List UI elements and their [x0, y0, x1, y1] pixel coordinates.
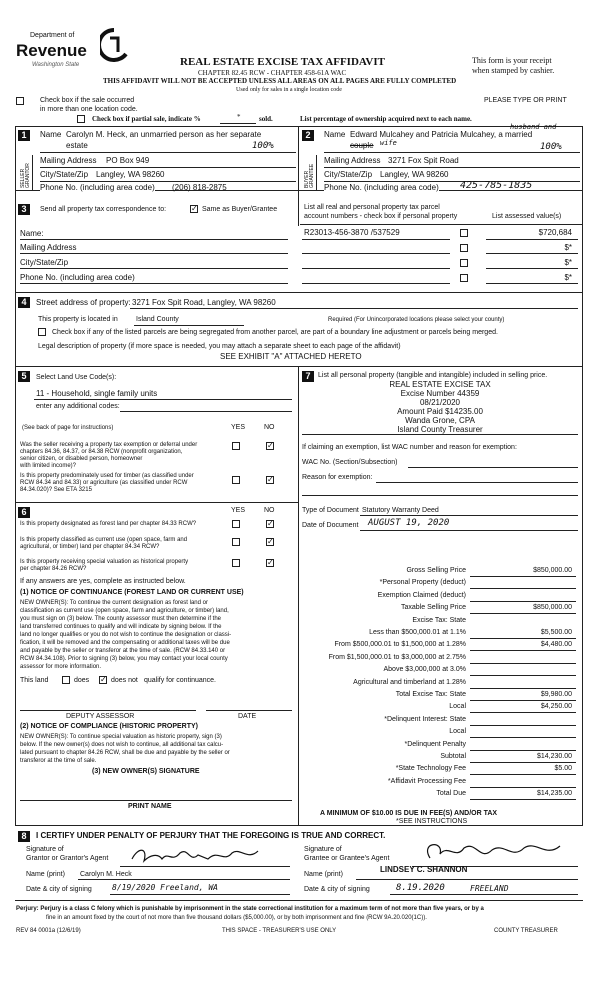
revenue-logo-text: Revenue: [16, 41, 87, 60]
s5-q1-line4: with limited income)?: [20, 463, 77, 469]
tax-row-value[interactable]: $9,980.00: [540, 691, 572, 698]
assessed-value[interactable]: $720,684: [538, 228, 572, 237]
deputy-date-label: DATE: [238, 713, 257, 720]
comp-line2: below. If the new owner(s) does not wish to continue, all additional tax calcu-: [20, 742, 224, 748]
personal-property-checkbox-2[interactable]: [460, 244, 468, 252]
stamp-line1: REAL ESTATE EXCISE TAX: [389, 380, 491, 389]
section-1-number: 1: [18, 130, 30, 141]
comp-line4: transferor at the time of sale.: [20, 758, 97, 764]
assessed-value-label: List assessed value(s): [492, 213, 562, 220]
tax-row-value[interactable]: $5,500.00: [540, 629, 572, 636]
s6-q3-line1: Is this property receiving special valuation as historical property: [20, 559, 189, 565]
tax-row-value[interactable]: $14,230.00: [536, 753, 572, 760]
nc-line8: RCW 84.34.108). Prior to signing (3) below, you may contact your local county: [20, 656, 228, 662]
tax-row-label: Exemption Claimed (deduct): [377, 592, 466, 599]
personal-property-checkbox-4[interactable]: [460, 274, 468, 282]
tax-row-value[interactable]: $14,235.00: [536, 790, 572, 797]
assessed-value-blank-4[interactable]: $*: [564, 273, 572, 282]
s6-q3-yes-checkbox[interactable]: [232, 559, 240, 567]
perjury-line2: fine in an amount fixed by the court of not more than five thousand dollars ($5,000.00), or by both imprisonment and fine (RCW 9A.20.020(1C)).: [46, 915, 427, 921]
grantee-signature[interactable]: [420, 838, 570, 866]
tax-row-value[interactable]: $4,480.00: [540, 641, 572, 648]
s6-q1-no-checkbox[interactable]: ✓: [267, 519, 274, 528]
does-checkbox[interactable]: [62, 676, 70, 684]
county-select[interactable]: Island County: [136, 316, 179, 323]
seller-name-line2[interactable]: estate: [66, 141, 88, 150]
nc-line6: fication, it will be removed and the compensating or additional taxes will be due: [20, 640, 230, 646]
this-land-label: This land: [20, 677, 49, 684]
street-address-label: Street address of property:: [36, 298, 131, 307]
nc-line5: land no longer qualifies or you do not wish to continue the designation or classi-: [20, 632, 232, 638]
s5-q1-line3: senior citizen, or disabled person, homeowner: [20, 456, 143, 462]
legal-description-label: Legal description of property (if more space is needed, you may attach a separate sheet to each page of the affidavit): [38, 343, 401, 350]
assessed-value-blank-2[interactable]: $*: [564, 243, 572, 252]
s5-q1-yes-checkbox[interactable]: [232, 442, 240, 450]
tax-row-label: Less than $500,000.01 at 1.1%: [369, 629, 466, 636]
grantor-signature[interactable]: [128, 843, 278, 867]
tax-row-value[interactable]: $850,000.00: [533, 567, 572, 574]
doc-type[interactable]: Statutory Warranty Deed: [362, 507, 439, 514]
s6-no-header: NO: [264, 507, 275, 514]
certify-statement: I CERTIFY UNDER PENALTY OF PERJURY THAT THE FOREGOING IS TRUE AND CORRECT.: [36, 831, 386, 840]
buyer-address[interactable]: 3271 Fox Spit Road: [388, 156, 459, 165]
grantor-sig-of: Signature of: [26, 846, 64, 853]
seller-phone-label: Phone No. (including area code): [40, 183, 155, 192]
minimum-due-note: A MINIMUM OF $10.00 IS DUE IN FEE(S) AND/OR TAX: [320, 810, 498, 817]
corr-mail-label: Mailing Address: [20, 243, 77, 252]
seller-grantor-label: SELLER GRANTOR: [20, 163, 31, 188]
s6-q3-no-checkbox[interactable]: ✓: [267, 558, 274, 567]
washington-state-label: Washington State: [32, 62, 80, 68]
partial-pct-value[interactable]: *: [237, 113, 241, 121]
grantee-city[interactable]: FREELAND: [470, 884, 509, 893]
section-7-number: 7: [302, 371, 314, 382]
continuance-title: (1) NOTICE OF CONTINUANCE (FOREST LAND OR CURRENT USE): [20, 589, 244, 596]
does-not-label: does not: [111, 677, 138, 684]
tax-row-label: *Personal Property (deduct): [379, 579, 466, 586]
partial-sale-label: Check box if partial sale, indicate %: [92, 115, 201, 123]
buyer-city-label: City/State/Zip: [324, 170, 373, 179]
tax-row-label: From $1,500,000.01 to $3,000,000 at 2.75%: [328, 654, 466, 661]
same-as-buyer-checkbox[interactable]: ✓: [191, 204, 198, 213]
seller-phone[interactable]: (206) 818-2875: [172, 183, 227, 192]
s6-q2-line1: Is this property classified as current use (open space, farm and: [20, 537, 188, 543]
print-name-label: PRINT NAME: [128, 803, 172, 810]
buyer-pct[interactable]: 100%: [540, 142, 562, 152]
s5-q1-no-checkbox[interactable]: ✓: [267, 441, 274, 450]
s5-q2-line1: Is this property predominately used for timber (as classified under: [20, 473, 194, 479]
corr-city-label: City/State/Zip: [20, 258, 69, 267]
grantor-sig-label: Grantor or Grantor's Agent: [26, 855, 109, 862]
send-correspondence-label: Send all property tax correspondence to:: [40, 206, 167, 213]
tax-row-label: Excise Tax: State: [412, 617, 466, 624]
tax-row-label: Above $3,000,000 at 3.0%: [383, 666, 466, 673]
form-number: REV 84 0001a (12/6/19): [16, 928, 81, 934]
s5-q2-line3: 84.34.020)? See ETA 3215: [20, 487, 92, 493]
tax-row-label: *State Technology Fee: [395, 765, 466, 772]
s5-no-header: NO: [264, 424, 275, 431]
tax-row-label: From $500,000.01 to $1,500,000 at 1.28%: [334, 641, 466, 648]
personal-property-checkbox-3[interactable]: [460, 259, 468, 267]
multi-location-label1: Check box if the sale occurred: [40, 97, 135, 104]
treasurer-use-only: THIS SPACE - TREASURER'S USE ONLY: [222, 928, 337, 934]
tax-row-label: Local: [449, 703, 466, 710]
section-2-number: 2: [302, 130, 314, 141]
county-required-note: Required (For Unincorporated locations please select your county): [328, 317, 505, 323]
s6-q2-no-checkbox[interactable]: ✓: [267, 537, 274, 546]
claim-exemption-label: If claiming an exemption, list WAC number and reason for exemption:: [302, 444, 517, 451]
grantee-sig-label: Grantee or Grantee's Agent: [304, 855, 390, 862]
buyer-phone[interactable]: 425-785-1835: [460, 180, 533, 191]
stamp-line2: Excise Number 44359: [400, 389, 480, 398]
county-treasurer-label: COUNTY TREASURER: [494, 928, 558, 934]
partial-sale-checkbox[interactable]: [77, 115, 85, 123]
tax-row-label: Total Excise Tax: State: [395, 691, 466, 698]
seller-name[interactable]: Carolyn M. Heck, an unmarried person as her separate: [66, 130, 262, 139]
tax-row-label: *Delinquent Interest: State: [384, 716, 466, 723]
assessed-value-blank-3[interactable]: $*: [564, 258, 572, 267]
additional-codes-label: enter any additional codes:: [36, 403, 120, 410]
tax-row-label: Agricultural and timberland at 1.28%: [353, 679, 466, 686]
corr-name-label: Name:: [20, 229, 44, 238]
grantee-date[interactable]: 8.19.2020: [396, 883, 445, 893]
used-only-line: Used only for sales in a single location code: [236, 87, 342, 93]
s6-q1: Is this property designated as forest land per chapter 84.33 RCW?: [20, 521, 197, 527]
land-use-code[interactable]: 11 - Household, single family units: [36, 389, 158, 398]
s6-q2-line2: agricultural, or timber) land per chapter 84.34 RCW?: [20, 544, 160, 550]
seller-city[interactable]: Langley, WA 98260: [96, 170, 165, 179]
wac-label: WAC No. (Section/Subsection): [302, 459, 398, 466]
s6-yes-header: YES: [231, 507, 246, 514]
nc-line1: NEW OWNER(S): To continue the current designation as forest land or: [20, 600, 208, 606]
form-title: REAL ESTATE EXCISE TAX AFFIDAVIT: [180, 56, 385, 68]
corr-phone-label: Phone No. (including area code): [20, 273, 135, 282]
section-3-number: 3: [18, 204, 30, 215]
seller-name-label: Name: [40, 130, 62, 139]
tax-row-label: Subtotal: [440, 753, 466, 760]
qualify-label: qualify for continuance.: [144, 677, 216, 684]
buyer-name-label: Name: [324, 130, 346, 139]
section-5-number: 5: [18, 371, 30, 382]
nc-line3: you must sign on (3) below. The county assessor must then determine if the: [20, 616, 221, 622]
tax-row-label: *Delinquent Penalty: [404, 741, 466, 748]
seller-addr-label: Mailing Address: [40, 156, 97, 165]
section-8-number: 8: [18, 831, 30, 842]
located-in-label: This property is located in: [38, 316, 118, 323]
s6-q1-yes-checkbox[interactable]: [232, 520, 240, 528]
comp-line1: NEW OWNER(S): To continue special valuation as historic property, sign (3): [20, 734, 222, 740]
tax-row-value[interactable]: $4,250.00: [540, 703, 572, 710]
buyer-addr-label: Mailing Address: [324, 156, 381, 165]
stamp-line6: Island County Treasurer: [397, 425, 483, 434]
seller-address[interactable]: PO Box 949: [106, 156, 150, 165]
seller-pct[interactable]: 100%: [252, 141, 274, 151]
buyer-name[interactable]: Edward Mulcahey and Patricia Mulcahey, a married: [350, 130, 533, 139]
s6-q3-line2: per chapter 84.26 RCW?: [20, 566, 87, 572]
buyer-city[interactable]: Langley, WA 98260: [380, 170, 449, 179]
personal-property-checkbox-1[interactable]: [460, 229, 468, 237]
deputy-assessor-label: DEPUTY ASSESSOR: [66, 713, 135, 720]
tax-row-label: Taxable Selling Price: [401, 604, 466, 611]
does-label: does: [74, 677, 90, 684]
land-use-label: Select Land Use Code(s):: [36, 374, 117, 381]
does-not-checkbox[interactable]: ✓: [100, 675, 107, 684]
tax-row-label: Total Due: [436, 790, 466, 797]
segregated-label: Check box if any of the listed parcels are being segregated from another parcel, are part of a boundary line adjustment or parcels being merged.: [52, 329, 498, 336]
comp-line3: lated pursuant to chapter 84.26 RCW, shall be due and payable by the seller or: [20, 750, 230, 756]
ownership-instruction: List percentage of ownership acquired next to each name.: [300, 115, 472, 123]
handwritten-wife: wife: [380, 139, 397, 147]
stamp-line3: 08/21/2020: [419, 398, 461, 407]
grantee-name-label: Name (print): [304, 871, 343, 878]
buyer-phone-label: Phone No. (including area code): [324, 183, 439, 192]
s5-q2-line2: RCW 84.34 and 84.33) or agriculture (as classified under RCW: [20, 480, 188, 486]
new-owner-signature-label: (3) NEW OWNER(S) SIGNATURE: [92, 768, 200, 775]
segregated-checkbox[interactable]: [38, 328, 46, 336]
nc-line7: and payable by the seller or transferor at the time of sale. (RCW 84.33.140 or: [20, 648, 226, 654]
nc-line2: classification as current use (open space, farm and agriculture, or timber) land,: [20, 608, 229, 614]
compliance-title: (2) NOTICE OF COMPLIANCE (HISTORIC PROPERTY): [20, 723, 198, 730]
section-6-number: 6: [18, 507, 30, 518]
stamp-line5: Wanda Grone, CPA: [405, 416, 475, 425]
personal-property-label: List all personal property (tangible and intangible) included in selling price.: [318, 372, 548, 379]
receipt-line1: This form is your receipt: [472, 56, 552, 65]
grantee-sig-of: Signature of: [304, 846, 342, 853]
nc-line4: land transferred continues to qualify and will indicate by signing below. If the: [20, 624, 222, 630]
warning-line: THIS AFFIDAVIT WILL NOT BE ACCEPTED UNLESS ALL AREAS ON ALL PAGES ARE FULLY COMPLETED: [103, 77, 457, 85]
section-4-number: 4: [18, 297, 30, 308]
grantor-date-city-label: Date & city of signing: [26, 886, 92, 893]
s5-q1-line1: Was the seller receiving a property tax exemption or deferral under: [20, 442, 198, 448]
parcel-list-label2: account numbers - check box if personal property: [304, 213, 458, 220]
chapter-line: CHAPTER 82.45 RCW - CHAPTER 458-61A WAC: [198, 69, 347, 77]
tax-row-value[interactable]: $5.00: [554, 765, 572, 772]
grantor-name-label: Name (print): [26, 871, 65, 878]
s5-q2-no-checkbox[interactable]: ✓: [267, 475, 274, 484]
type-or-print: PLEASE TYPE OR PRINT: [484, 97, 567, 104]
multi-location-checkbox[interactable]: [16, 97, 24, 105]
grantee-name[interactable]: LINDSEY C. SHANNON: [380, 865, 468, 874]
grantor-date-city[interactable]: 8/19/2020 Freeland, WA: [112, 883, 218, 892]
tax-row-label: Local: [449, 728, 466, 735]
grantee-date-city-label: Date & city of signing: [304, 886, 370, 893]
buyer-grantee-label: BUYER GRANTEE: [304, 163, 315, 188]
legal-description-value[interactable]: SEE EXHIBIT "A" ATTACHED HERETO: [220, 352, 362, 361]
tax-row-label: Gross Selling Price: [406, 567, 466, 574]
street-address[interactable]: 3271 Fox Spit Road, Langley, WA 98260: [132, 298, 276, 307]
sold-label: sold.: [259, 115, 273, 123]
perjury-line1: Perjury: Perjury is a class C felony which is punishable by imprisonment in the state correctional institution for a maximum term of not more than five years, or by a: [16, 906, 484, 912]
seller-city-label: City/State/Zip: [40, 170, 89, 179]
see-back-label: (See back of page for instructions): [22, 425, 114, 431]
see-instructions-note: *SEE INSTRUCTIONS: [396, 818, 468, 825]
doc-date-label: Date of Document: [302, 522, 359, 529]
nc-line9: assessor for more information.: [20, 664, 102, 670]
handwritten-husband: husband and: [510, 123, 557, 131]
s5-yes-header: YES: [231, 424, 246, 431]
buyer-name-strike: couple: [350, 141, 374, 150]
reason-label: Reason for exemption:: [302, 474, 373, 481]
multi-location-label2: in more than one location code.: [40, 106, 138, 113]
revenue-logo-icon: [100, 28, 128, 62]
tax-row-label: *Affidavit Processing Fee: [387, 778, 466, 785]
parcel-list-label1: List all real and personal property tax parcel: [304, 204, 440, 211]
parcel-number[interactable]: R23013-456-3870 /537529: [304, 228, 400, 237]
receipt-line2: when stamped by cashier.: [472, 66, 555, 75]
stamp-line4: Amount Paid $14235.00: [397, 407, 483, 416]
if-any-yes: If any answers are yes, complete as instructed below.: [20, 578, 186, 585]
s5-q1-line2: chapters 84.36, 84.37, or 84.38 RCW (nonprofit organization,: [20, 449, 183, 455]
s6-q2-yes-checkbox[interactable]: [232, 538, 240, 546]
tax-row-value[interactable]: $850,000.00: [533, 604, 572, 611]
same-as-buyer-label: Same as Buyer/Grantee: [202, 206, 278, 213]
doc-date[interactable]: AUGUST 19, 2020: [368, 518, 450, 528]
dept-label: Department of: [30, 32, 75, 39]
grantor-name[interactable]: Carolyn M. Heck: [80, 871, 132, 878]
doc-type-label: Type of Document: [302, 507, 359, 514]
s5-q2-yes-checkbox[interactable]: [232, 476, 240, 484]
